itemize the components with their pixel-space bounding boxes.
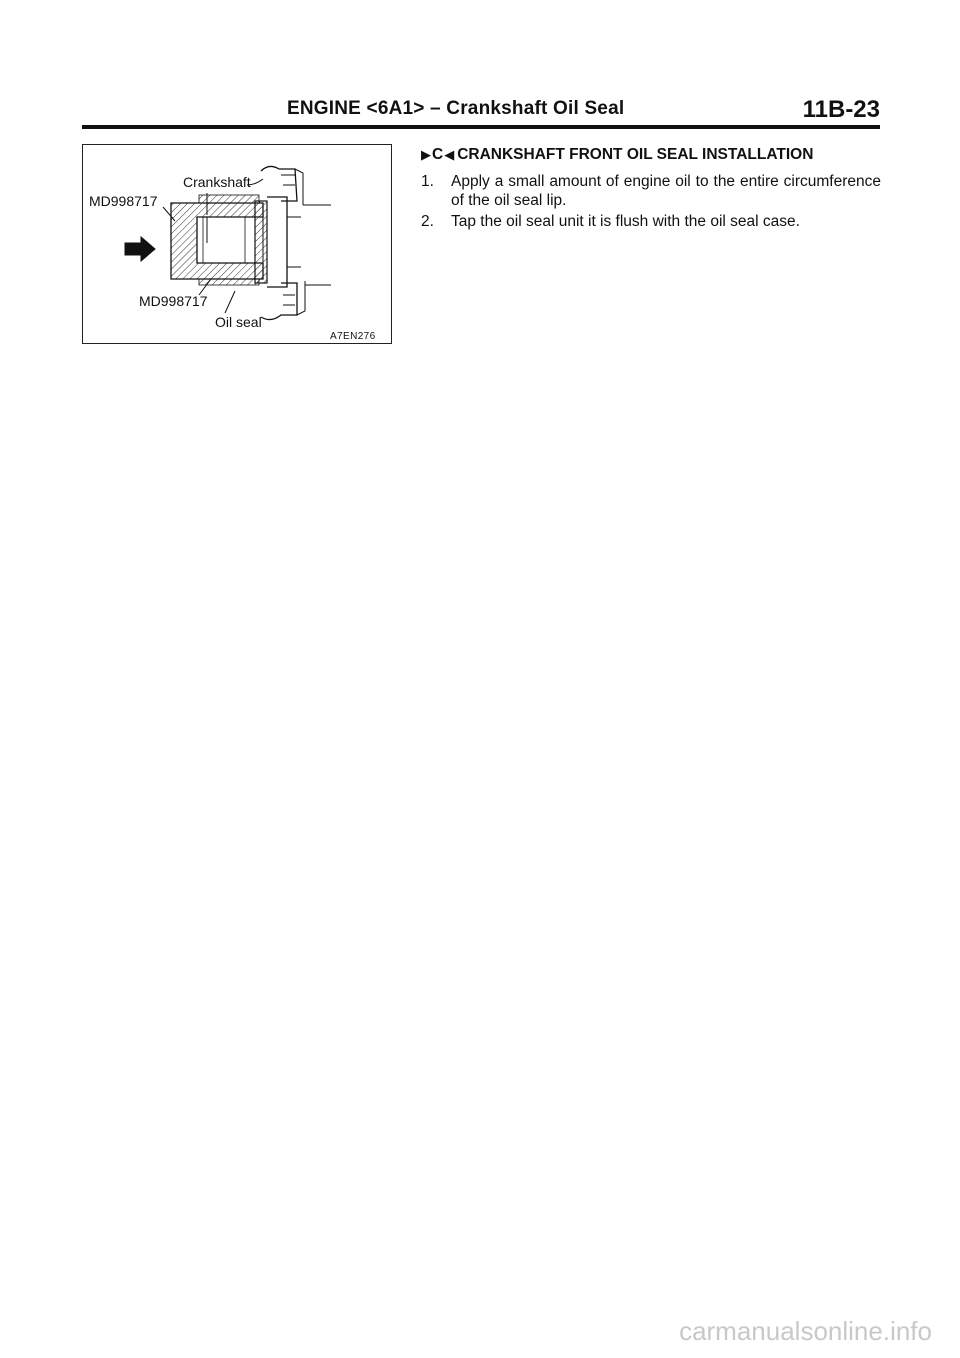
figure-code: A7EN276 xyxy=(330,331,376,342)
page-title: ENGINE <6A1> – Crankshaft Oil Seal xyxy=(287,98,625,119)
oil-seal-shape xyxy=(255,201,267,283)
crankshaft-label: Crankshaft xyxy=(183,174,251,190)
installer-tool-body xyxy=(171,203,263,279)
page-number: 11B-23 xyxy=(802,96,880,123)
list-item xyxy=(421,212,881,231)
marker-right-arrow-icon: ▶ xyxy=(421,147,431,162)
oil-seal-label: Oil seal xyxy=(215,314,262,330)
installation-section xyxy=(421,146,881,233)
page-header xyxy=(82,96,880,128)
step-number: 2. xyxy=(421,213,434,230)
tool-label-top: MD998717 xyxy=(89,193,158,209)
step-number: 1. xyxy=(421,173,434,190)
section-heading-text: CRANKSHAFT FRONT OIL SEAL INSTALLATION xyxy=(457,146,814,163)
step-text: Apply a small amount of engine oil to the entire circumference of the oil seal lip. xyxy=(451,173,881,209)
watermark: carmanualsonline.info xyxy=(679,1316,932,1346)
marker-left-arrow-icon: ◀ xyxy=(444,147,455,162)
installation-steps xyxy=(421,172,881,231)
push-direction-arrow xyxy=(125,237,155,261)
step-text: Tap the oil seal unit it is flush with the oil seal case. xyxy=(451,213,800,230)
list-item xyxy=(421,172,881,210)
marker-letter: C xyxy=(432,146,444,163)
tool-label-bottom: MD998717 xyxy=(139,293,208,309)
header-rule xyxy=(82,125,880,129)
section-heading xyxy=(421,146,881,164)
crankshaft-oil-seal-figure xyxy=(82,144,392,344)
seal-case xyxy=(267,197,287,287)
